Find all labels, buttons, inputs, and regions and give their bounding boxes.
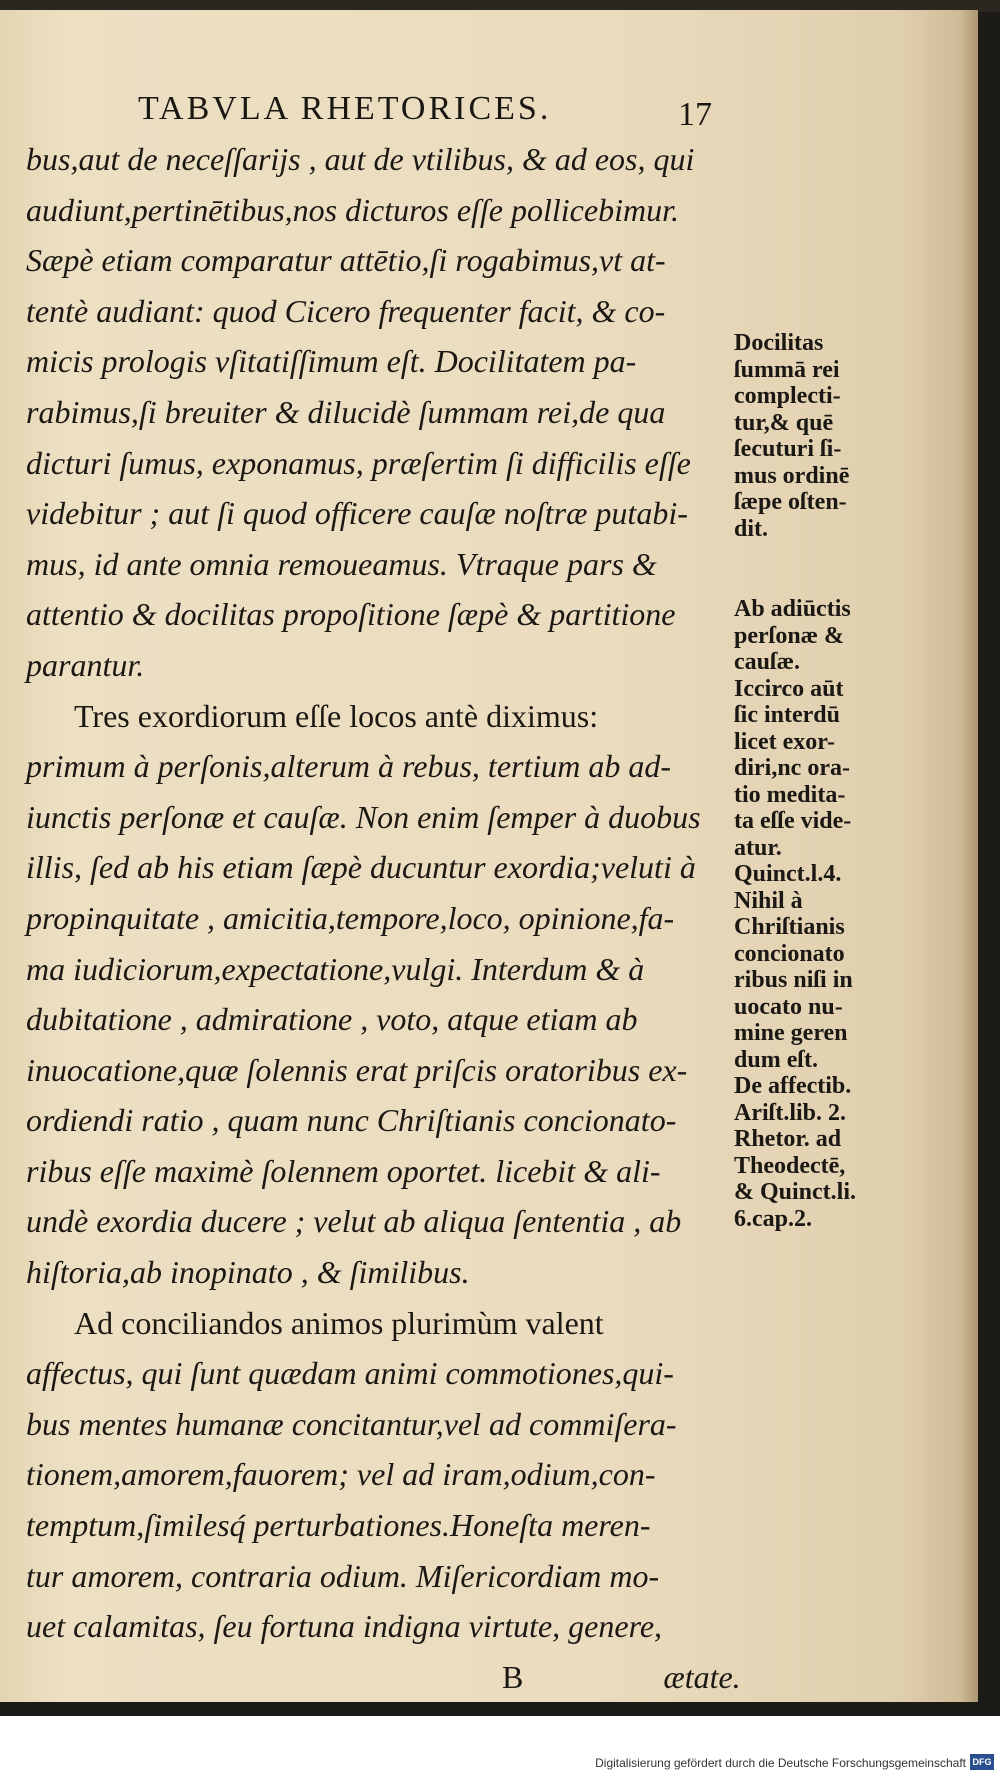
margin-gap	[734, 542, 894, 596]
text-line: Sæpè etiam comparatur attētio,ſi rogabimus,vt at-	[26, 242, 666, 279]
main-text-block	[26, 134, 741, 1702]
margin-note-line: ſic interdū	[734, 702, 840, 728]
text-line: bus,aut de neceſſarijs , aut de vtilibus, & ad eos, qui	[26, 141, 695, 177]
margin-note-line: mus ordinē	[734, 462, 850, 489]
margin-note-line: & Quinct.li.	[734, 1179, 857, 1205]
text-line: undè exordia ducere ; velut ab aliqua ſententia , ab	[26, 1203, 682, 1240]
margin-note-line: Quinct.l.4.	[734, 861, 842, 887]
text-line: bus mentes humanæ concitantur,vel ad commiſera-	[26, 1405, 677, 1442]
margin-note-line: complecti-	[734, 383, 841, 409]
margin-note-line: dit.	[734, 515, 769, 542]
margin-note-line: tur,& quē	[734, 409, 834, 436]
text-line: rabimus,ſi breuiter & dilucidè ſummam rei,de qua	[26, 393, 666, 430]
margin-note-line: perſonæ &	[734, 622, 844, 649]
signature-mark: B	[502, 1658, 524, 1695]
text-line: tionem,amorem,fauorem; vel ad iram,odium,con-	[26, 1456, 656, 1493]
text-line: parantur.	[26, 646, 145, 683]
text-line: ribus eſſe maximè ſolennem oportet. licebit & ali-	[26, 1152, 661, 1189]
text-line: tentè audiant: quod Cicero frequenter facit, & co-	[26, 292, 666, 329]
text-line: illis, ſed ab his etiam ſæpè ducuntur exordia;veluti à	[26, 849, 696, 886]
signature-line	[26, 1652, 741, 1702]
margin-note-line: Iccirco aūt	[734, 675, 844, 702]
margin-note-line: uocato nu-	[734, 993, 843, 1020]
text-line: videbitur ; aut ſi quod officere cauſæ noſtræ putabi-	[26, 495, 688, 532]
book-page	[0, 10, 978, 1702]
margin-note-line: ſummā rei	[734, 356, 840, 383]
margin-note-line: cauſæ.	[734, 649, 800, 675]
text-line: mus, id ante omnia remoueamus. Vtraque pars &	[26, 545, 657, 582]
running-head: TABVLA RHETORICES.	[138, 90, 552, 127]
text-line: dicturi ſumus, exponamus, præſertim ſi difficilis eſſe	[26, 444, 691, 481]
margin-note-line: ta eſſe vide-	[734, 808, 852, 834]
margin-note-line: dum eſt.	[734, 1046, 818, 1073]
paragraph-start-line: Tres exordiorum eſſe locos antè diximus:	[74, 697, 599, 734]
margin-note-line: Ariſt.lib. 2.	[734, 1099, 846, 1126]
catchword: ætate.	[663, 1658, 741, 1695]
text-line: audiunt,pertinētibus,nos dicturos eſſe pollicebimur.	[26, 191, 679, 228]
text-line: propinquitate , amicitia,tempore,loco, opinione,fa-	[26, 899, 675, 936]
page-number: 17	[678, 96, 712, 133]
text-line: affectus, qui ſunt quædam animi commotiones,qui-	[26, 1355, 674, 1392]
margin-note-line: atur.	[734, 834, 782, 861]
margin-note-line: Rhetor. ad	[734, 1126, 842, 1152]
paragraph-start-line: Ad conciliandos animos plurimùm valent	[74, 1304, 604, 1341]
text-line: dubitatione , admiratione , voto, atque etiam ab	[26, 1001, 638, 1038]
margin-note-line: Theodectē,	[734, 1152, 846, 1179]
funding-credit: Digitalisierung gefördert durch die Deutsche Forschungsgemeinschaft	[595, 1756, 966, 1770]
text-line: inuocatione,quæ ſolennis erat priſcis oratoribus ex-	[26, 1051, 688, 1088]
text-line: ordiendi ratio , quam nunc Chriſtianis concionato-	[26, 1102, 677, 1139]
text-line: attentio & docilitas propoſitione ſæpè & partitione	[26, 596, 676, 633]
margin-note-line: concionato	[734, 940, 845, 967]
dfg-logo-icon: DFG	[970, 1754, 994, 1770]
margin-note-line: Docilitas	[734, 330, 824, 356]
margin-note-line: ſæpe oſten-	[734, 489, 847, 515]
margin-note-line: Ab adiūctis	[734, 596, 851, 622]
text-line: tur amorem, contraria odium. Miſericordiam mo-	[26, 1557, 660, 1594]
marginal-notes	[734, 330, 894, 1232]
margin-note-line: mine geren	[734, 1020, 848, 1046]
margin-note-line: licet exor-	[734, 728, 836, 755]
text-line: primum à perſonis,alterum à rebus, tertium ab ad-	[26, 748, 672, 785]
text-line: micis prologis vſitatiſſimum eſt. Docilitatem pa-	[26, 343, 637, 380]
text-line: hiſtoria,ab inopinato , & ſimilibus.	[26, 1254, 470, 1291]
margin-note-line: 6.cap.2.	[734, 1205, 812, 1232]
margin-note-line: Nihil à	[734, 887, 803, 914]
margin-note-line: Chriſtianis	[734, 914, 845, 940]
text-line: ma iudiciorum,expectatione,vulgi. Interdum & à	[26, 950, 645, 987]
margin-note-line: diri,nc ora-	[734, 755, 850, 781]
text-line: iunctis perſonæ et cauſæ. Non enim ſemper à duobus	[26, 798, 701, 835]
text-line: uet calamitas, ſeu fortuna indigna virtute, genere,	[26, 1608, 663, 1645]
margin-note-line: ſecuturi ſi-	[734, 436, 842, 462]
margin-note-line: tio medita-	[734, 781, 846, 808]
margin-note-line: ribus niſi in	[734, 967, 853, 993]
margin-note-line: De affectib.	[734, 1073, 852, 1099]
text-line: temptum,ſimilesq́ perturbationes.Honeſta meren-	[26, 1507, 651, 1544]
